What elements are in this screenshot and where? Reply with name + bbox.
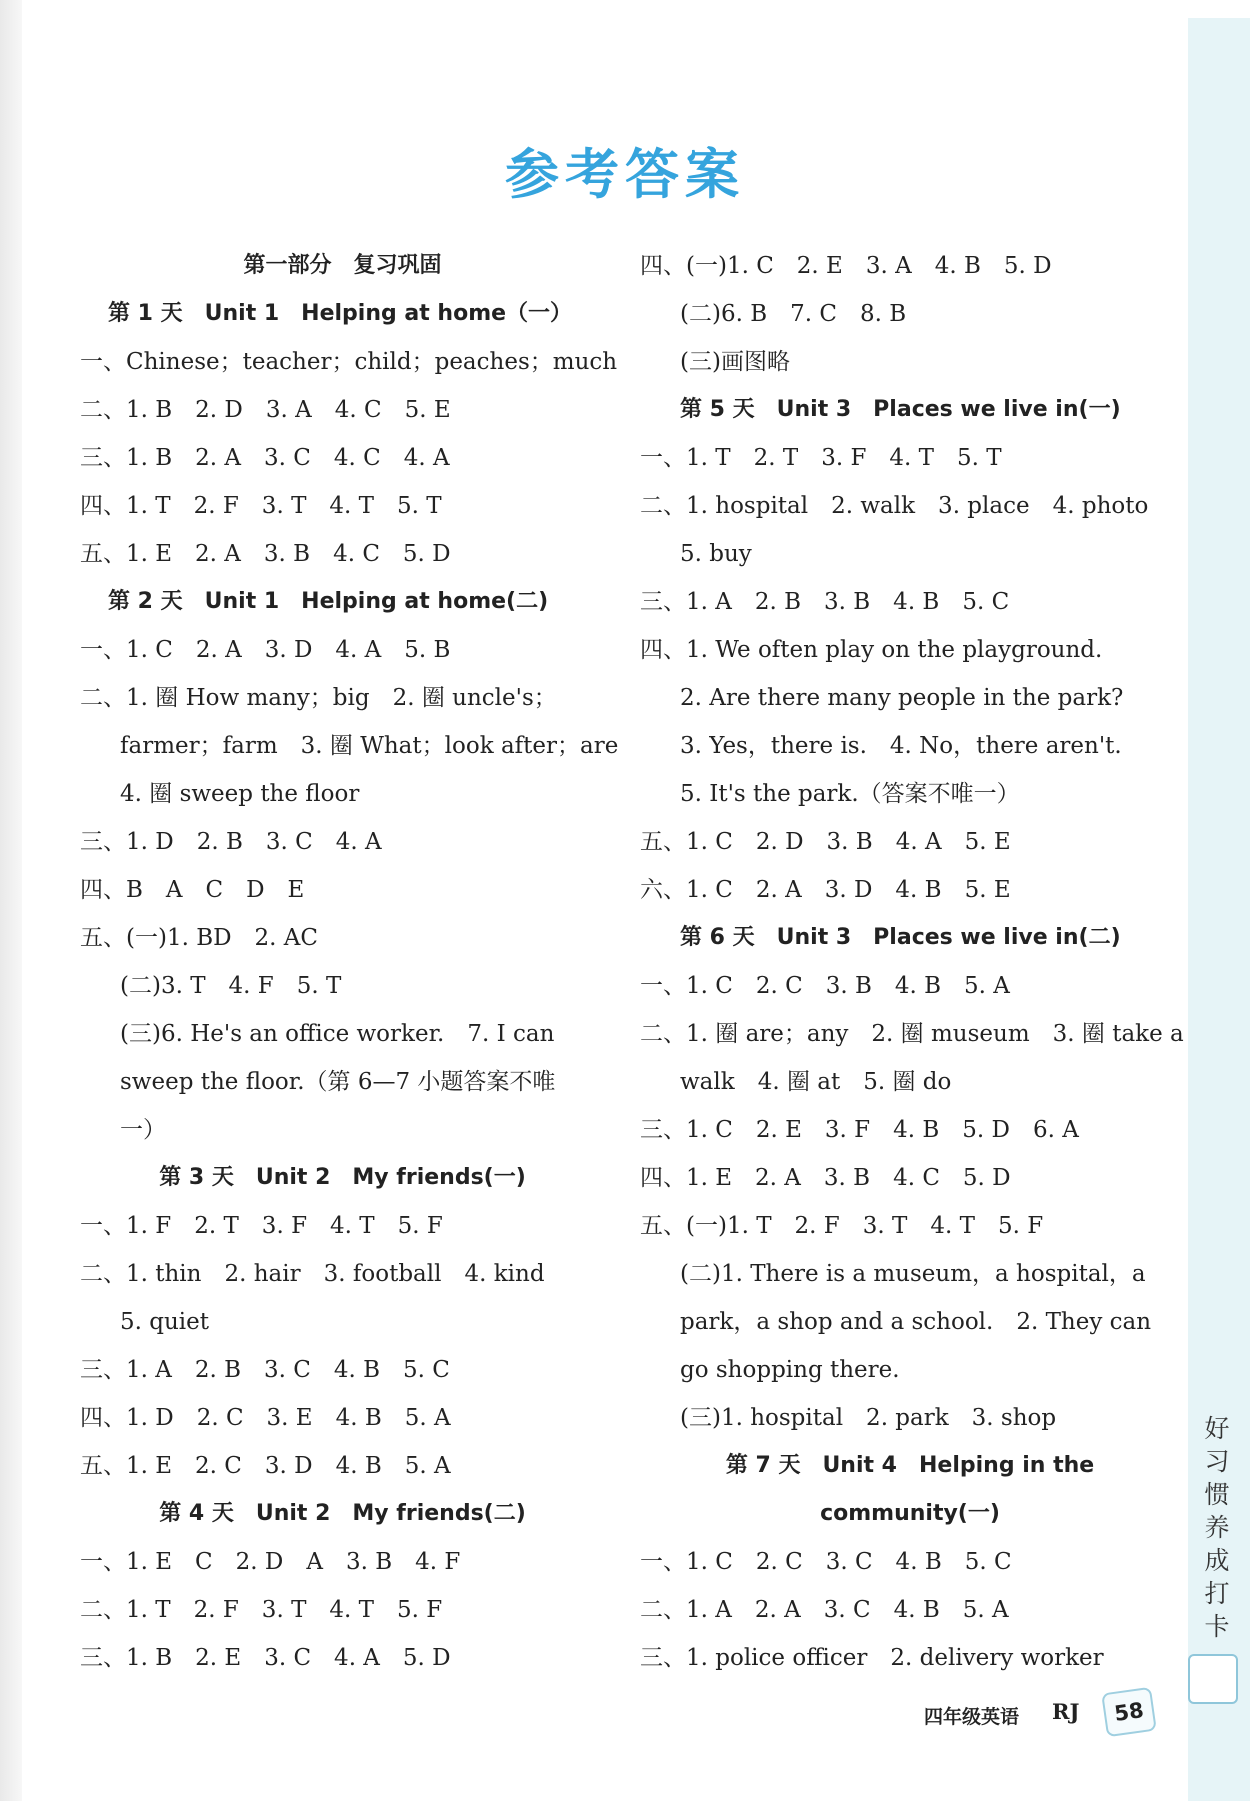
footer-grade-subject: 四年级英语 xyxy=(924,1706,1020,1728)
answer-line: 一、1. C 2. C 3. C 4. B 5. C xyxy=(640,1549,1012,1575)
answer-line: 5. It's the park.（答案不唯一） xyxy=(680,781,1020,807)
answer-line: 一、1. T 2. T 3. F 4. T 5. T xyxy=(640,445,1002,471)
answer-line: 三、1. police officer 2. delivery worker xyxy=(640,1645,1104,1671)
section-heading: 第 5 天 Unit 3 Places we live in(一) xyxy=(680,397,1121,422)
section-heading: 第 2 天 Unit 1 Helping at home(二) xyxy=(108,589,549,614)
answer-column-right xyxy=(640,242,1184,1682)
answer-line: 一） xyxy=(120,1117,166,1143)
answer-line: 三、1. A 2. B 3. C 4. B 5. C xyxy=(80,1357,450,1383)
answer-line: 四、(一)1. C 2. E 3. A 4. B 5. D xyxy=(640,253,1052,279)
answer-line: 五、1. E 2. C 3. D 4. B 5. A xyxy=(80,1453,451,1479)
answer-line: 五、1. E 2. A 3. B 4. C 5. D xyxy=(80,541,451,567)
section-heading: 第 4 天 Unit 2 My friends(二) xyxy=(159,1501,526,1526)
answer-line: 二、1. thin 2. hair 3. football 4. kind xyxy=(80,1261,545,1287)
answer-line: 四、1. We often play on the playground. xyxy=(640,637,1103,663)
answer-line: 四、1. E 2. A 3. B 4. C 5. D xyxy=(640,1165,1011,1191)
answer-line: farmer；farm 3. 圈 What；look after；are xyxy=(120,733,619,759)
answer-line: 三、1. B 2. E 3. C 4. A 5. D xyxy=(80,1645,451,1671)
footer-edition-code: RJ xyxy=(1052,1699,1080,1724)
answer-line: (二)1. There is a museum，a hospital，a xyxy=(680,1261,1146,1287)
answer-line: 2. Are there many people in the park? xyxy=(680,685,1124,711)
answer-line: 三、1. A 2. B 3. B 4. B 5. C xyxy=(640,589,1010,615)
answer-line: 一、1. E C 2. D A 3. B 4. F xyxy=(80,1549,461,1575)
answer-line: (二)3. T 4. F 5. T xyxy=(120,973,342,999)
answer-line: 5. buy xyxy=(680,541,752,567)
answer-line: 3. Yes，there is. 4. No，there aren't. xyxy=(680,733,1122,759)
section-heading: 第 3 天 Unit 2 My friends(一) xyxy=(159,1165,526,1190)
section-heading: 第 7 天 Unit 4 Helping in the xyxy=(725,1453,1095,1478)
answer-line: 四、B A C D E xyxy=(80,877,305,903)
answer-line: (三)画图略 xyxy=(680,349,790,375)
answer-line: 一、1. F 2. T 3. F 4. T 5. F xyxy=(80,1213,443,1239)
section-heading: 第 1 天 Unit 1 Helping at home（一） xyxy=(108,301,573,326)
habit-sidebar-text: 好习惯养成打卡 xyxy=(1204,1414,1230,1641)
answer-line: 四、1. D 2. C 3. E 4. B 5. A xyxy=(80,1405,451,1431)
answer-line: 4. 圈 sweep the floor xyxy=(120,781,360,807)
answer-line: 三、1. C 2. E 3. F 4. B 5. D 6. A xyxy=(640,1117,1079,1143)
page-title: 参考答案 xyxy=(505,143,745,206)
section-heading: 第 6 天 Unit 3 Places we live in(二) xyxy=(680,925,1121,950)
answer-line: 二、1. T 2. F 3. T 4. T 5. F xyxy=(80,1597,443,1623)
answer-line: 五、1. C 2. D 3. B 4. A 5. E xyxy=(640,829,1011,855)
answer-line: 二、1. hospital 2. walk 3. place 4. photo xyxy=(640,493,1149,519)
answer-line: go shopping there. xyxy=(680,1357,900,1383)
answer-line: 五、(一)1. BD 2. AC xyxy=(80,925,319,951)
answer-line: 二、1. B 2. D 3. A 4. C 5. E xyxy=(80,397,451,423)
answer-line: (二)6. B 7. C 8. B xyxy=(680,301,907,327)
section-heading: 第一部分 复习巩固 xyxy=(243,253,442,278)
answer-line: 五、(一)1. T 2. F 3. T 4. T 5. F xyxy=(640,1213,1044,1239)
answer-line: 二、1. A 2. A 3. C 4. B 5. A xyxy=(640,1597,1009,1623)
answer-line: 一、1. C 2. C 3. B 4. B 5. A xyxy=(640,973,1010,999)
section-heading: community(一) xyxy=(820,1501,1000,1526)
checkin-box xyxy=(1188,1654,1238,1704)
answer-line: 二、1. 圈 are；any 2. 圈 museum 3. 圈 take a xyxy=(640,1021,1184,1047)
answer-column-left xyxy=(80,242,619,1682)
page-edge-shadow xyxy=(0,0,22,1801)
answer-line: 一、Chinese；teacher；child；peaches；much xyxy=(80,349,618,375)
answer-line: (三)6. He's an office worker. 7. I can xyxy=(120,1021,555,1047)
answer-line: 5. quiet xyxy=(120,1309,210,1335)
answer-line: (三)1. hospital 2. park 3. shop xyxy=(680,1405,1057,1431)
page-number: 58 xyxy=(1101,1687,1157,1738)
answer-line: 六、1. C 2. A 3. D 4. B 5. E xyxy=(640,877,1011,903)
answer-line: sweep the floor.（第 6—7 小题答案不唯 xyxy=(120,1069,556,1095)
answer-line: 一、1. C 2. A 3. D 4. A 5. B xyxy=(80,637,451,663)
answer-line: 三、1. B 2. A 3. C 4. C 4. A xyxy=(80,445,450,471)
answer-line: 三、1. D 2. B 3. C 4. A xyxy=(80,829,382,855)
answer-line: park，a shop and a school. 2. They can xyxy=(680,1309,1152,1335)
answer-line: 二、1. 圈 How many；big 2. 圈 uncle's； xyxy=(80,685,557,711)
answer-line: 四、1. T 2. F 3. T 4. T 5. T xyxy=(80,493,442,519)
answer-line: walk 4. 圈 at 5. 圈 do xyxy=(680,1069,952,1095)
